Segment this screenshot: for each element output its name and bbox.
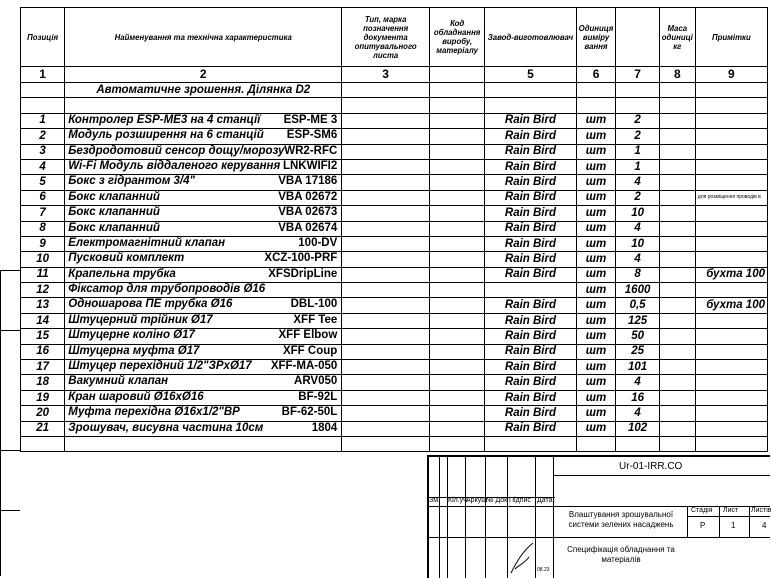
notes-cell [695,329,767,344]
manufacturer-cell: Rain Bird [485,329,576,344]
unit-cell: шт [576,283,616,298]
manufacturer-cell: Rain Bird [485,252,576,267]
notes-cell [695,144,767,159]
type-cell [342,221,430,236]
position-cell: 10 [21,252,65,267]
type-cell [342,206,430,221]
position-cell: 9 [21,236,65,251]
column-numbers-row [21,67,768,83]
code-cell [430,406,485,421]
item-mark: VBA 02674 [278,221,338,234]
position-cell: 13 [21,298,65,313]
item-mark: ESP-SM6 [286,129,338,142]
notes-cell [695,175,767,190]
mass-cell [659,360,695,375]
header-code: Код обладнання виробу, матеріалу [430,8,485,67]
manufacturer-cell: Rain Bird [485,159,576,174]
item-name: Контролер ESP-ME3 на 4 станції [68,113,261,126]
item-name: Штуцер перехідний 1/2"ЗРхØ17 [68,360,252,373]
position-cell: 6 [21,190,65,205]
item-name: Крапельна трубка [68,267,176,280]
table-row [21,313,768,328]
qty-cell: 1600 [616,283,659,298]
item-name: Зрошувач, висувна частина 10см [68,421,264,434]
unit-cell: шт [576,267,616,282]
code-cell [430,144,485,159]
position-cell: 12 [21,283,65,298]
document-code: Ur-01-IRR.CO [619,461,683,472]
item-name: Бездродотовий сенсор дощу/морозу [68,144,285,157]
notes-cell [695,206,767,221]
item-name: Штуцерне коліно Ø17 [68,329,195,342]
unit-cell: шт [576,113,616,128]
name-cell [65,267,342,282]
item-name: Електромагнітний клапан [68,236,226,249]
mass-cell [659,252,695,267]
column-number: 1 [21,67,65,83]
notes-cell [695,221,767,236]
notes-cell: для розміщення проводів в [695,190,767,205]
column-number: 7 [616,67,659,83]
data-label: Дата [537,497,553,504]
notes-cell: бухта 100 [695,267,767,282]
item-mark: XCZ-100-PRF [264,252,338,265]
item-name: Бокс з гідрантом 3/4" [68,175,195,188]
mass-cell [659,329,695,344]
table-row [21,283,768,298]
unit-cell: шт [576,313,616,328]
item-name: Модуль розширення на 6 станцій [68,129,264,142]
manufacturer-cell: Rain Bird [485,221,576,236]
type-cell [342,375,430,390]
column-number: 6 [576,67,616,83]
item-mark: XFF Coup [282,344,338,357]
notes-cell [695,406,767,421]
sheet-value: 1 [731,521,736,530]
manufacturer-cell: Rain Bird [485,190,576,205]
position-cell: 1 [21,113,65,128]
blank-row [21,98,768,113]
name-cell [65,129,342,144]
qty-cell: 4 [616,406,659,421]
notes-cell [695,283,767,298]
qty-cell: 4 [616,221,659,236]
code-cell [430,360,485,375]
qty-cell: 2 [616,190,659,205]
code-cell [430,375,485,390]
name-cell [65,236,342,251]
column-number: 9 [695,67,767,83]
code-cell [430,267,485,282]
name-cell [65,298,342,313]
manufacturer-cell: Rain Bird [485,113,576,128]
item-mark: ESP-ME 3 [283,113,338,126]
table-row [21,344,768,359]
blank-row [21,436,768,451]
sheet-label: Лист [723,507,739,514]
notes-cell [695,390,767,405]
code-cell [430,175,485,190]
qty-cell: 4 [616,175,659,190]
manufacturer-cell: Rain Bird [485,175,576,190]
code-cell [430,283,485,298]
mass-cell [659,421,695,436]
item-mark: BF-62-50L [281,406,338,419]
code-cell [430,329,485,344]
position-cell: 21 [21,421,65,436]
notes-cell [695,375,767,390]
item-name: Кран шаровий Ø16хØ16 [68,390,204,403]
type-cell [342,283,430,298]
mass-cell [659,298,695,313]
mass-cell [659,267,695,282]
position-cell: 19 [21,390,65,405]
name-cell [65,360,342,375]
left-margin-strip [0,270,20,576]
sheets-label: Листів [751,507,771,514]
ndok-label: № Док [486,497,508,504]
name-cell [65,190,342,205]
qty-cell: 8 [616,267,659,282]
name-cell [65,406,342,421]
manufacturer-cell [485,283,576,298]
project-title: Влаштування зрошувальної системи зелених насаджень [568,510,674,529]
column-number: 3 [342,67,430,83]
header-type: Тип, марка позначення документа опитувального листа [342,8,430,67]
position-cell: 16 [21,344,65,359]
notes-cell [695,113,767,128]
table-row [21,267,768,282]
unit-cell: шт [576,129,616,144]
unit-cell: шт [576,329,616,344]
type-cell [342,360,430,375]
notes-cell [695,421,767,436]
table-row [21,129,768,144]
header-qty [616,8,659,67]
column-number: 5 [485,67,576,83]
qty-cell: 0,5 [616,298,659,313]
position-cell: 7 [21,206,65,221]
qty-cell: 50 [616,329,659,344]
arkush-label: Аркуш [466,497,487,504]
qty-cell: 125 [616,313,659,328]
item-name: Бокс клапанний [68,206,160,219]
zm-label: Зм. [429,497,440,504]
mass-cell [659,159,695,174]
stage-label: Стадія [691,507,713,514]
manufacturer-cell: Rain Bird [485,390,576,405]
unit-cell: шт [576,252,616,267]
position-cell: 5 [21,175,65,190]
table-row [21,406,768,421]
item-mark: VBA 17186 [278,175,338,188]
table-row [21,236,768,251]
signature-image [507,539,537,575]
header-unit: Одиниця виміру вання [576,8,616,67]
title-block [427,455,770,578]
manufacturer-cell: Rain Bird [485,375,576,390]
code-cell [430,129,485,144]
mass-cell [659,206,695,221]
unit-cell: шт [576,375,616,390]
unit-cell: шт [576,360,616,375]
unit-cell: шт [576,421,616,436]
qty-cell: 10 [616,236,659,251]
type-cell [342,344,430,359]
unit-cell: шт [576,159,616,174]
type-cell [342,298,430,313]
name-cell [65,144,342,159]
item-name: Вакумний клапан [68,375,169,388]
name-cell [65,221,342,236]
position-cell: 8 [21,221,65,236]
code-cell [430,344,485,359]
table-row [21,375,768,390]
unit-cell: шт [576,390,616,405]
code-cell [430,206,485,221]
position-cell: 4 [21,159,65,174]
item-name: Wi-Fi Модуль віддаленого керування [68,159,281,172]
position-cell: 2 [21,129,65,144]
position-cell: 20 [21,406,65,421]
item-name: Пусковий комплект [68,252,185,265]
code-cell [430,421,485,436]
position-cell: 17 [21,360,65,375]
unit-cell: шт [576,144,616,159]
table-row [21,298,768,313]
manufacturer-cell: Rain Bird [485,406,576,421]
qty-cell: 101 [616,360,659,375]
name-cell [65,283,342,298]
table-row [21,175,768,190]
type-cell [342,390,430,405]
unit-cell: шт [576,175,616,190]
type-cell [342,267,430,282]
code-cell [430,159,485,174]
code-cell [430,221,485,236]
notes-cell: бухта 100 [695,298,767,313]
kil-label: Кіл.уч. [448,497,469,504]
column-number: 8 [659,67,695,83]
table-row [21,206,768,221]
position-cell: 18 [21,375,65,390]
qty-cell: 4 [616,375,659,390]
mass-cell [659,313,695,328]
mass-cell [659,344,695,359]
position-cell: 15 [21,329,65,344]
table-row [21,113,768,128]
mass-cell [659,406,695,421]
notes-cell [695,344,767,359]
position-cell: 11 [21,267,65,282]
notes-cell [695,252,767,267]
code-cell [430,313,485,328]
notes-cell [695,236,767,251]
table-row [21,190,768,205]
name-cell [65,313,342,328]
name-cell [65,206,342,221]
item-name: Бокс клапанний [68,190,160,203]
notes-cell [695,313,767,328]
mass-cell [659,221,695,236]
table-row [21,221,768,236]
item-name: Одношарова ПЕ трубка Ø16 [68,298,233,311]
qty-cell: 10 [616,206,659,221]
header-notes: Примітки [695,8,767,67]
table-row [21,159,768,174]
mass-cell [659,283,695,298]
mass-cell [659,236,695,251]
item-mark: WR2-RFC [284,144,338,157]
mass-cell [659,113,695,128]
item-mark: XFSDripLine [268,267,338,280]
item-mark: VBA 02672 [278,190,338,203]
notes-cell [695,360,767,375]
mass-cell [659,144,695,159]
manufacturer-cell: Rain Bird [485,344,576,359]
name-cell [65,113,342,128]
code-cell [430,298,485,313]
type-cell [342,144,430,159]
type-cell [342,113,430,128]
table-row [21,421,768,436]
sheets-value: 4 [762,521,767,530]
code-cell [430,113,485,128]
manufacturer-cell: Rain Bird [485,360,576,375]
qty-cell: 102 [616,421,659,436]
table-row [21,360,768,375]
item-name: Штуцерна муфта Ø17 [68,344,200,357]
manufacturer-cell: Rain Bird [485,236,576,251]
item-mark: DBL-100 [290,298,338,311]
pidpys-label: Підпис [509,497,531,504]
manufacturer-cell: Rain Bird [485,144,576,159]
sheet-title: Специфікація обладнання та матеріалів [567,545,675,564]
mass-cell [659,190,695,205]
item-name: Бокс клапанний [68,221,160,234]
code-cell [430,390,485,405]
name-cell [65,375,342,390]
column-number: 2 [65,67,342,83]
manufacturer-cell: Rain Bird [485,206,576,221]
code-cell [430,190,485,205]
item-name: Муфта перехідна Ø16х1/2"ВР [68,406,240,419]
section-row [21,83,768,98]
manufacturer-cell: Rain Bird [485,421,576,436]
item-mark: XFF Elbow [278,329,338,342]
item-name: Штуцерний трійник Ø17 [68,313,213,326]
table-row [21,252,768,267]
name-cell [65,159,342,174]
item-mark: 100-DV [298,236,338,249]
notes-cell [695,129,767,144]
name-cell [65,344,342,359]
item-mark: XFF Tee [293,313,338,326]
table-row [21,390,768,405]
type-cell [342,421,430,436]
type-cell [342,129,430,144]
unit-cell: шт [576,206,616,221]
code-cell [430,252,485,267]
unit-cell: шт [576,190,616,205]
name-cell [65,175,342,190]
type-cell [342,252,430,267]
mass-cell [659,390,695,405]
unit-cell: шт [576,221,616,236]
qty-cell: 16 [616,390,659,405]
mass-cell [659,375,695,390]
qty-cell: 4 [616,252,659,267]
item-mark: LNKWIFI2 [282,159,338,172]
item-mark: VBA 02673 [278,206,338,219]
item-mark: XFF-MA-050 [270,360,338,373]
header-mass: Маса одиниці кг [659,8,695,67]
type-cell [342,190,430,205]
type-cell [342,329,430,344]
header-row [21,8,768,67]
type-cell [342,313,430,328]
header-manufacturer: Завод-виготовлювач [485,8,576,67]
column-number [430,67,485,83]
qty-cell: 1 [616,144,659,159]
name-cell [65,390,342,405]
manufacturer-cell: Rain Bird [485,129,576,144]
unit-cell: шт [576,406,616,421]
code-cell [430,236,485,251]
item-name: Фіксатор для трубопроводів Ø16 [68,283,266,296]
qty-cell: 2 [616,113,659,128]
section-title: Автоматичне зрошення. Ділянка D2 [65,83,342,98]
name-cell [65,252,342,267]
unit-cell: шт [576,298,616,313]
type-cell [342,175,430,190]
type-cell [342,406,430,421]
manufacturer-cell: Rain Bird [485,267,576,282]
table-row [21,329,768,344]
position-cell: 14 [21,313,65,328]
position-cell: 3 [21,144,65,159]
item-mark: ARV050 [294,375,338,388]
header-name: Найменування та технічна характеристика [65,8,342,67]
unit-cell: шт [576,236,616,251]
specification-table [20,7,768,452]
type-cell [342,236,430,251]
manufacturer-cell: Rain Bird [485,313,576,328]
qty-cell: 2 [616,129,659,144]
unit-cell: шт [576,344,616,359]
stage-value: Р [700,521,706,530]
type-cell [342,159,430,174]
notes-cell [695,159,767,174]
qty-cell: 25 [616,344,659,359]
mass-cell [659,175,695,190]
manufacturer-cell: Rain Bird [485,298,576,313]
qty-cell: 1 [616,159,659,174]
name-cell [65,329,342,344]
item-mark: 1804 [311,421,338,434]
header-position: Позиція [21,8,65,67]
table-row [21,144,768,159]
mass-cell [659,129,695,144]
date-stamp: 08.23 [537,567,550,573]
name-cell [65,421,342,436]
item-mark: BF-92L [298,390,338,403]
